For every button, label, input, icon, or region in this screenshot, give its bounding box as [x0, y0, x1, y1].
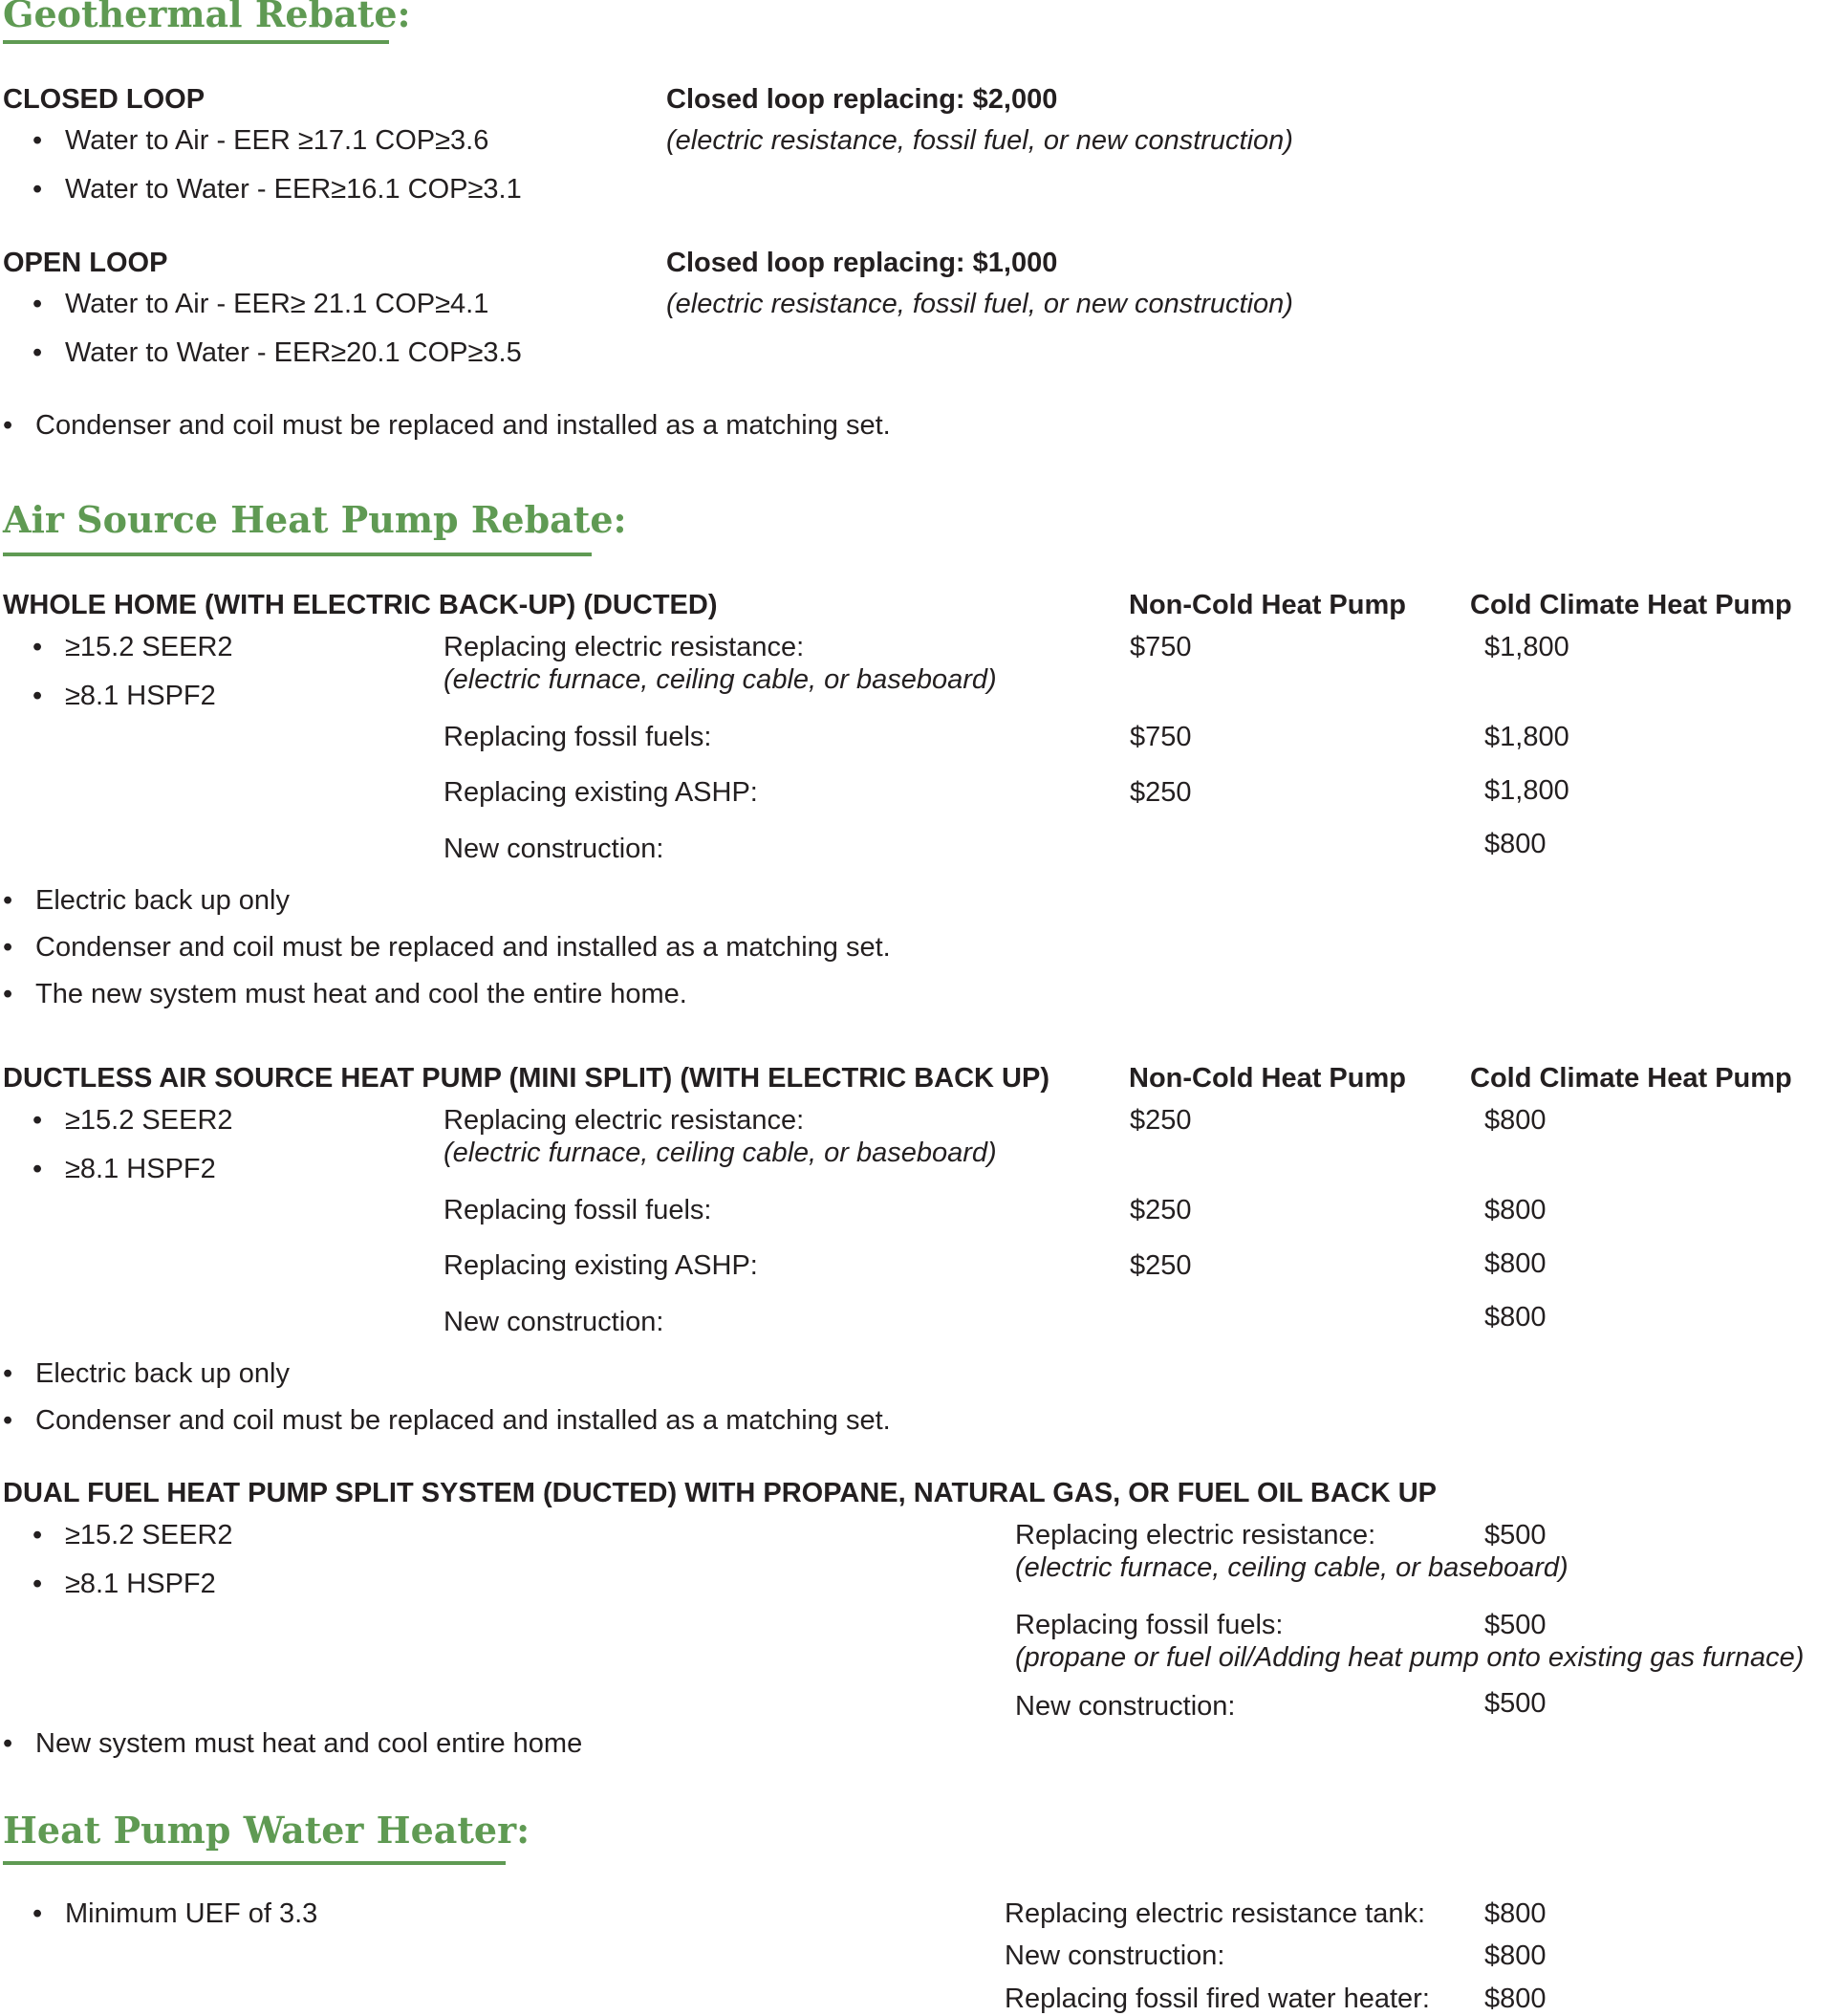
cold-amount: $1,800	[1484, 775, 1569, 806]
cold-amount: $800	[1484, 1302, 1547, 1333]
row-label: Replacing electric resistance tank:	[1005, 1898, 1426, 1929]
noncold-amount: $750	[1130, 722, 1192, 752]
row-label: Replacing fossil fired water heater:	[1005, 1983, 1430, 2014]
rebate-amount: $800	[1484, 1898, 1547, 1929]
col-header-cold: Cold Climate Heat Pump	[1470, 590, 1792, 620]
noncold-amount: $250	[1130, 1250, 1192, 1281]
row-label: New construction:	[444, 834, 664, 864]
rebate-amount: $500	[1484, 1520, 1547, 1550]
cold-amount: $800	[1484, 829, 1547, 859]
ductless-note: • Electric back up only	[35, 1360, 290, 1388]
closed-loop-title: CLOSED LOOP	[3, 84, 206, 115]
rebate-amount: $500	[1484, 1688, 1547, 1719]
row-label: New construction:	[444, 1307, 664, 1337]
open-loop-note: (electric resistance, fossil fuel, or new construction)	[666, 289, 1293, 319]
noncold-amount: $750	[1130, 632, 1192, 662]
closed-loop-item: • Water to Water - EER≥16.1 COP≥3.1	[65, 176, 522, 204]
row-label: Replacing fossil fuels:	[444, 722, 712, 752]
whole-home-note: • Electric back up only	[35, 887, 290, 915]
closed-loop-item: • Water to Air - EER ≥17.1 COP≥3.6	[65, 127, 488, 155]
closed-loop-note: (electric resistance, fossil fuel, or new construction)	[666, 125, 1293, 156]
hpwh-heading-underline	[3, 1861, 506, 1865]
ashp-heading-underline	[3, 553, 592, 556]
row-sublabel: (electric furnace, ceiling cable, or baseboard)	[444, 664, 997, 695]
ductless-title: DUCTLESS AIR SOURCE HEAT PUMP (MINI SPLIT) (WITH ELECTRIC BACK UP)	[3, 1063, 1050, 1094]
closed-loop-rebate: Closed loop replacing: $2,000	[666, 84, 1058, 115]
rebate-amount: $800	[1484, 1983, 1547, 2014]
row-label: New construction:	[1005, 1940, 1225, 1971]
open-loop-rebate: Closed loop replacing: $1,000	[666, 248, 1058, 278]
noncold-amount: $250	[1130, 1105, 1192, 1136]
row-label: Replacing electric resistance:	[444, 632, 805, 662]
whole-home-spec: • ≥8.1 HSPF2	[65, 683, 216, 710]
ductless-spec: • ≥15.2 SEER2	[65, 1107, 233, 1135]
row-label: New construction:	[1015, 1691, 1236, 1722]
geothermal-heading-underline	[3, 40, 389, 44]
cold-amount: $1,800	[1484, 722, 1569, 752]
col-header-cold: Cold Climate Heat Pump	[1470, 1063, 1792, 1094]
open-loop-item: • Water to Water - EER≥20.1 COP≥3.5	[65, 339, 522, 367]
cold-amount: $800	[1484, 1195, 1547, 1225]
ashp-heading: Air Source Heat Pump Rebate:	[3, 498, 627, 541]
rebate-amount: $800	[1484, 1940, 1547, 1971]
cold-amount: $1,800	[1484, 632, 1569, 662]
geothermal-footnote: • Condenser and coil must be replaced and installed as a matching set.	[35, 412, 891, 440]
whole-home-note: • The new system must heat and cool the entire home.	[35, 981, 687, 1008]
ductless-spec: • ≥8.1 HSPF2	[65, 1156, 216, 1183]
row-label: Replacing existing ASHP:	[444, 1250, 758, 1281]
whole-home-spec: • ≥15.2 SEER2	[65, 634, 233, 661]
rebate-amount: $500	[1484, 1610, 1547, 1640]
row-label: Replacing fossil fuels:	[444, 1195, 712, 1225]
cold-amount: $800	[1484, 1248, 1547, 1279]
noncold-amount: $250	[1130, 1195, 1192, 1225]
open-loop-item: • Water to Air - EER≥ 21.1 COP≥4.1	[65, 291, 488, 318]
geothermal-heading: Geothermal Rebate:	[3, 0, 411, 35]
hpwh-heading: Heat Pump Water Heater:	[3, 1809, 530, 1852]
cold-amount: $800	[1484, 1105, 1547, 1136]
row-label: Replacing electric resistance:	[444, 1105, 805, 1136]
hpwh-spec: • Minimum UEF of 3.3	[65, 1900, 317, 1928]
dual-fuel-spec: • ≥15.2 SEER2	[65, 1522, 233, 1550]
row-label: Replacing existing ASHP:	[444, 777, 758, 808]
noncold-amount: $250	[1130, 777, 1192, 808]
row-sublabel: (electric furnace, ceiling cable, or baseboard)	[444, 1138, 997, 1168]
open-loop-title: OPEN LOOP	[3, 248, 168, 278]
dual-fuel-spec: • ≥8.1 HSPF2	[65, 1571, 216, 1598]
row-label: Replacing electric resistance:	[1015, 1520, 1376, 1550]
col-header-noncold: Non-Cold Heat Pump	[1129, 1063, 1406, 1094]
whole-home-note: • Condenser and coil must be replaced and installed as a matching set.	[35, 934, 891, 962]
row-sublabel: (propane or fuel oil/Adding heat pump onto existing gas furnace)	[1015, 1642, 1805, 1673]
row-sublabel: (electric furnace, ceiling cable, or baseboard)	[1015, 1552, 1569, 1583]
whole-home-title: WHOLE HOME (WITH ELECTRIC BACK-UP) (DUCTED)	[3, 590, 718, 620]
col-header-noncold: Non-Cold Heat Pump	[1129, 590, 1406, 620]
ductless-note: • Condenser and coil must be replaced and installed as a matching set.	[35, 1407, 891, 1435]
dual-fuel-title: DUAL FUEL HEAT PUMP SPLIT SYSTEM (DUCTED) WITH PROPANE, NATURAL GAS, OR FUEL OIL BACK UP	[3, 1478, 1437, 1508]
dual-fuel-note: • New system must heat and cool entire home	[35, 1730, 582, 1758]
row-label: Replacing fossil fuels:	[1015, 1610, 1284, 1640]
